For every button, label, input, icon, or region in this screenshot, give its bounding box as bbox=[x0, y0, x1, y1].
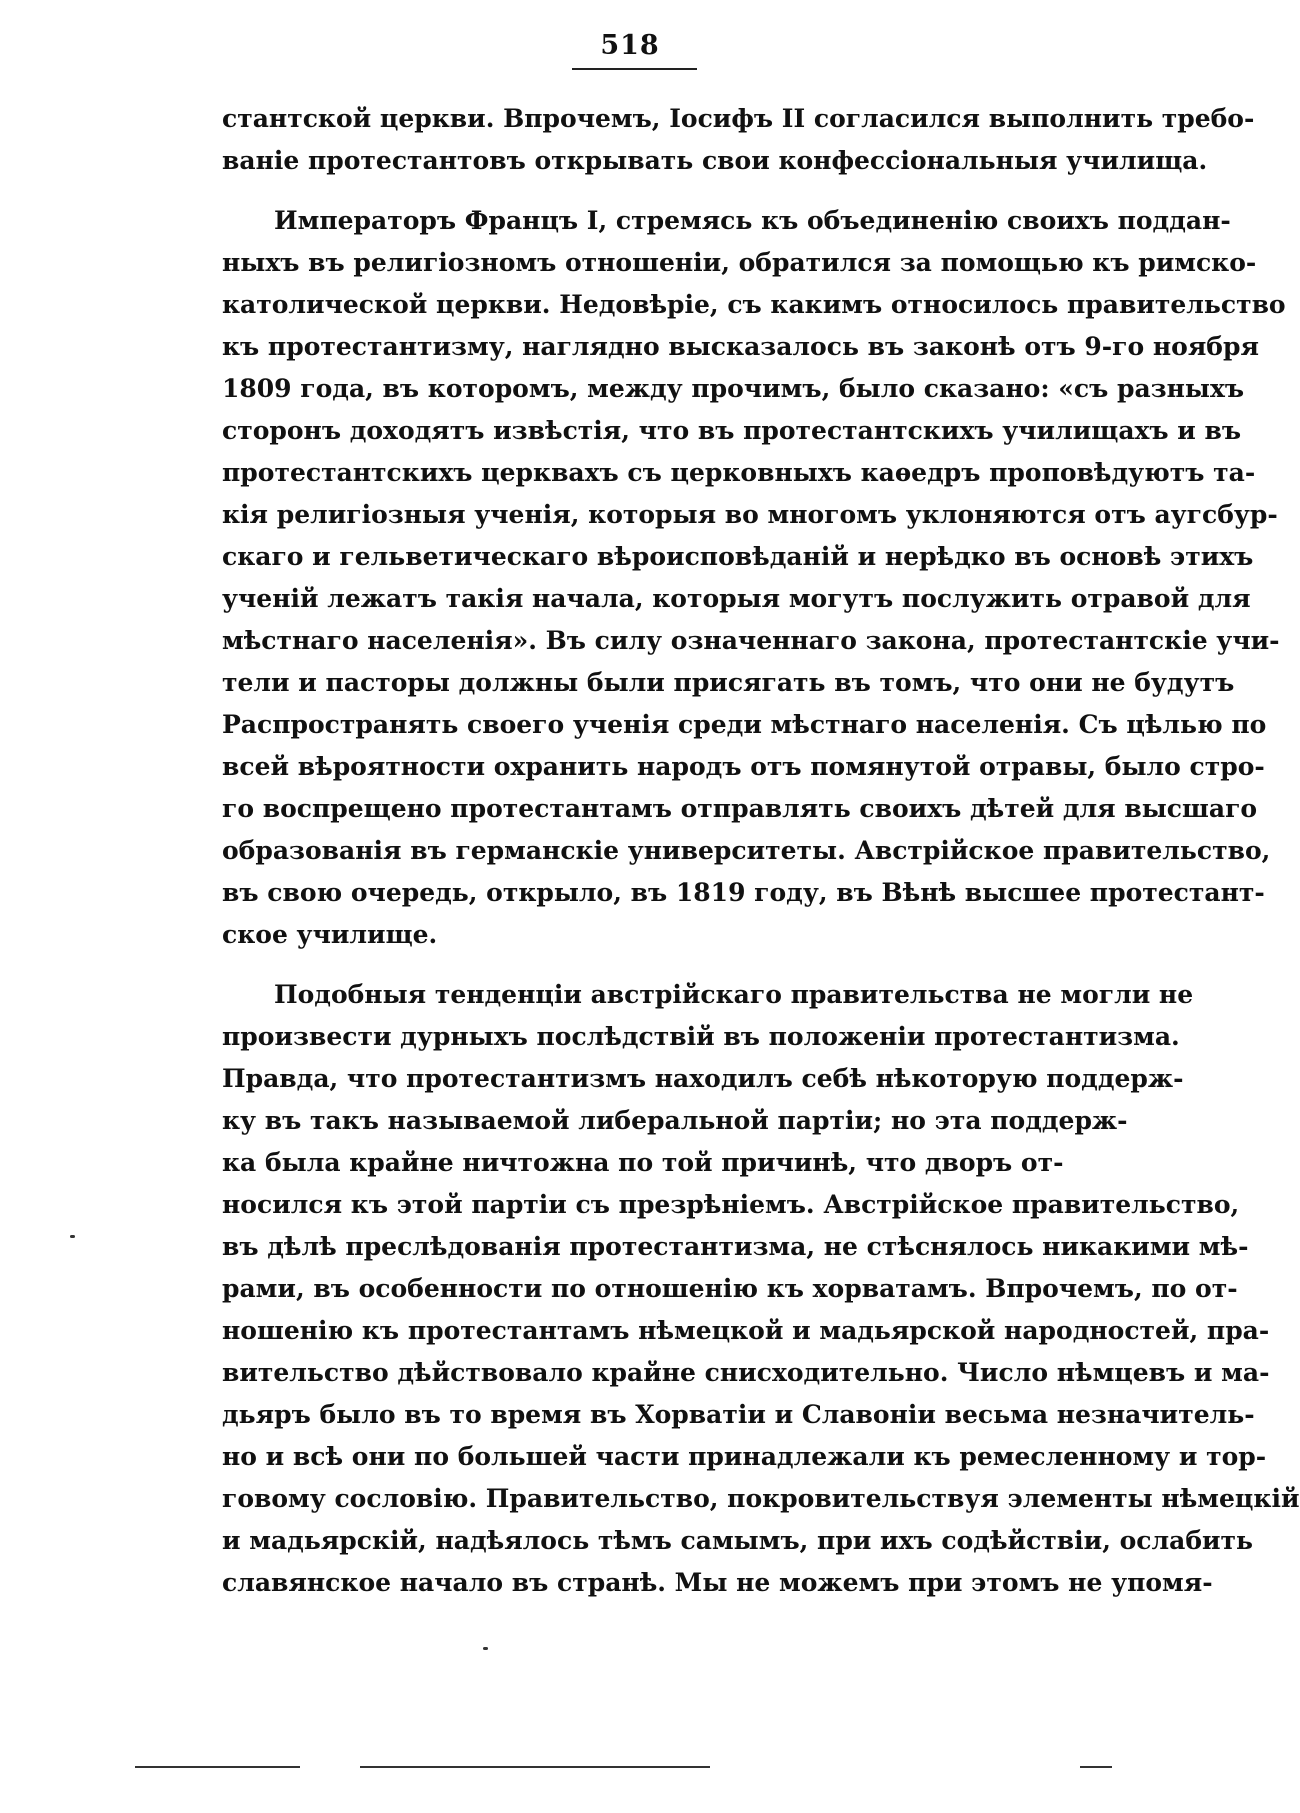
text-line: рами, въ особенности по отношенію къ хорватамъ. Впрочемъ, по от- bbox=[222, 1274, 1238, 1303]
text-line: Распространять своего ученія среди мѣстнаго населенія. Съ цѣлью по bbox=[222, 710, 1267, 739]
text-line: дьяръ было въ то время въ Хорватіи и Славоніи весьма незначитель- bbox=[222, 1400, 1255, 1429]
text-line: го воспрещено протестантамъ отправлять своихъ дѣтей для высшаго bbox=[222, 794, 1258, 823]
body-text bbox=[222, 98, 1300, 1622]
text-line: протестантскихъ церквахъ съ церковныхъ каѳедръ проповѣдуютъ та- bbox=[222, 458, 1256, 487]
text-line: и мадьярскій, надѣялось тѣмъ самымъ, при ихъ содѣйствіи, ослабить bbox=[222, 1526, 1253, 1555]
bottom-rule-left bbox=[135, 1766, 300, 1768]
text-line: ношенію къ протестантамъ нѣмецкой и мадьярской народностей, пра- bbox=[222, 1316, 1270, 1345]
text-line: 1809 года, въ которомъ, между прочимъ, было сказано: «съ разныхъ bbox=[222, 374, 1245, 403]
text-line: ныхъ въ религіозномъ отношеніи, обратился за помощью къ римско- bbox=[222, 248, 1257, 277]
text-line: ское училище. bbox=[222, 920, 438, 949]
text-line: стантской церкви. Впрочемъ, Іосифъ II согласился выполнить требо- bbox=[222, 104, 1255, 133]
page-number: 518 bbox=[600, 30, 660, 61]
text-line: скаго и гельветическаго вѣроисповѣданій и нерѣдко въ основѣ этихъ bbox=[222, 542, 1254, 571]
text-line: сторонъ доходятъ извѣстія, что въ протестантскихъ училищахъ и въ bbox=[222, 416, 1242, 445]
text-line: но и всѣ они по большей части принадлежали къ ремесленному и тор- bbox=[222, 1442, 1267, 1471]
text-line: Правда, что протестантизмъ находилъ себѣ нѣкоторую поддерж- bbox=[222, 1064, 1184, 1093]
text-line: вительство дѣйствовало крайне снисходительно. Число нѣмцевъ и ма- bbox=[222, 1358, 1270, 1387]
paragraph-1 bbox=[222, 98, 1255, 182]
scan-speck bbox=[70, 1235, 75, 1238]
text-line: ку въ такъ называемой либеральной партіи; но эта поддерж- bbox=[222, 1106, 1128, 1135]
text-line: носился къ этой партіи съ презрѣніемъ. Австрійское правительство, bbox=[222, 1190, 1240, 1219]
text-line: образованія въ германскіе университеты. Австрійское правительство, bbox=[222, 836, 1271, 865]
text-line: произвести дурныхъ послѣдствій въ положеніи протестантизма. bbox=[222, 1022, 1180, 1051]
text-line: ка была крайне ничтожна по той причинѣ, что дворъ от- bbox=[222, 1148, 1064, 1177]
text-line: въ дѣлѣ преслѣдованія протестантизма, не стѣснялось никакими мѣ- bbox=[222, 1232, 1249, 1261]
text-line: кія религіозныя ученія, которыя во многомъ уклоняются отъ аугсбур- bbox=[222, 500, 1278, 529]
text-line: всей вѣроятности охранить народъ отъ помянутой отравы, было стро- bbox=[222, 752, 1265, 781]
text-line: въ свою очередь, открыло, въ 1819 году, въ Вѣнѣ высшее протестант- bbox=[222, 878, 1265, 907]
text-line: Подобныя тенденціи австрійскаго правительства не могли не bbox=[274, 980, 1194, 1009]
text-line: ученій лежатъ такія начала, которыя могутъ послужить отравой для bbox=[222, 584, 1251, 613]
text-line: ваніе протестантовъ открывать свои конфессіональныя училища. bbox=[222, 146, 1208, 175]
text-line: тели и пасторы должны были присягать въ томъ, что они не будутъ bbox=[222, 668, 1235, 697]
scan-speck bbox=[483, 1647, 488, 1650]
page-number-rule bbox=[572, 68, 697, 70]
paragraph-3 bbox=[222, 974, 1300, 1604]
bottom-rule-center bbox=[360, 1766, 710, 1768]
bottom-rule-right bbox=[1080, 1766, 1112, 1768]
text-line: говому сословію. Правительство, покровительствуя элементы нѣмецкій bbox=[222, 1484, 1300, 1513]
text-line: Императоръ Францъ I, стремясь къ объединенію своихъ поддан- bbox=[274, 206, 1231, 235]
text-line: мѣстнаго населенія». Въ силу означеннаго закона, протестантскіе учи- bbox=[222, 626, 1280, 655]
text-line: католической церкви. Недовѣріе, съ какимъ относилось правительство bbox=[222, 290, 1286, 319]
text-line: славянское начало въ странѣ. Мы не можемъ при этомъ не упомя- bbox=[222, 1568, 1213, 1597]
text-line: къ протестантизму, наглядно высказалось въ законѣ отъ 9-го ноября bbox=[222, 332, 1259, 361]
paragraph-2 bbox=[222, 200, 1286, 956]
